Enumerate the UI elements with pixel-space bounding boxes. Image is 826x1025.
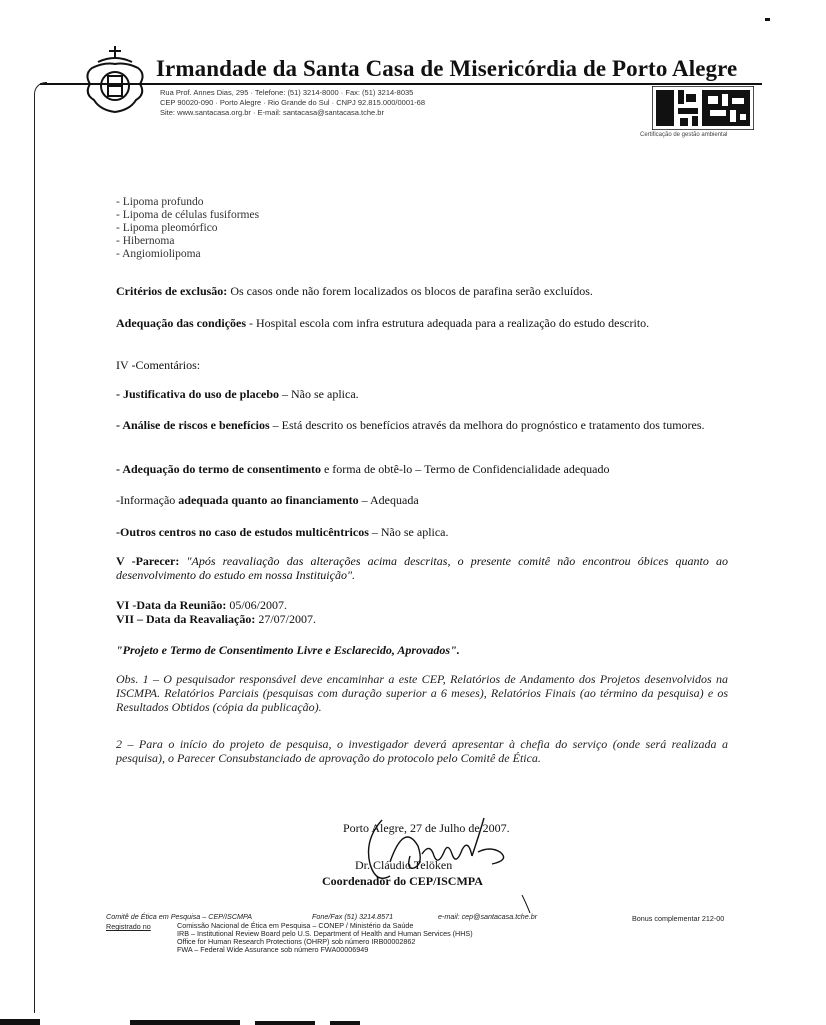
footer-registration: Registrado no [106,922,151,931]
exclusion-criteria [116,284,728,298]
footer-email: e-mail: cep@santacasa.tche.br [438,912,538,921]
consent-label: - Adequação do termo de consentimento [116,462,321,476]
parecer-label: V -Parecer: [116,554,180,568]
footer-irb: IRB – Institutional Review Board pelo U.S. Department of Health and Human Services (HHS) [177,929,473,938]
footer-committee: Comitê de Ética em Pesquisa – CEP/ISCMPA [106,912,253,921]
approval-statement: "Projeto e Termo de Consentimento Livre e Esclarecido, Aprovados". [116,643,460,657]
multicenter-item [116,525,728,539]
organization-title: Irmandade da Santa Casa de Misericórdia de Porto Alegre [156,56,738,81]
review-date: 27/07/2007. [255,612,316,626]
header-rule [40,83,762,85]
seal-caption: Certificação de gestão ambiental [640,132,728,138]
contact-line: Site: www.santacasa.org.br · E-mail: santacasa@santacasa.tche.br [160,108,384,117]
scan-edge-marks [0,1016,826,1025]
santa-casa-crest-logo [80,44,150,116]
meeting-date-line [116,598,728,612]
meeting-label: VI -Data da Reunião: [116,598,227,612]
adequacy-text: - Hospital escola com infra estrutura adequada para a realização do estudo descrito. [246,316,650,330]
scan-mark [765,18,770,21]
signer-role: Coordenador do CEP/ISCMPA [322,874,483,888]
list-item: - Lipoma pleomórfico [116,222,218,234]
multicenter-text: – Não se aplica. [368,525,449,539]
risks-label: - Análise de riscos e benefícios [116,418,270,432]
review-label: VII – Data da Reavaliação: [116,612,256,626]
place-and-date: Porto Alegre, 27 de Julho de 2007. [343,821,510,835]
parecer-paragraph [116,554,728,582]
footer-conep: Comissão Nacional de Ética em Pesquisa – CONEP / Ministério da Saúde [177,921,414,930]
funding-item [116,493,728,507]
adequacy-label: Adequação das condições [116,316,247,330]
parecer-text: "Após reavaliação das alterações acima descritas, o presente comitê não encontrou óbices quanto ao desenvolvimento do estudo em nossa Instituição". [116,554,729,582]
left-page-border [34,82,47,1013]
consent-text: e forma de obtê-lo – Termo de Confidencialidade adequado [320,462,610,476]
risks-item [116,418,728,432]
funding-label: adequada quanto ao financiamento [178,493,359,507]
footer-fwa: FWA – Federal Wide Assurance sob número FWA00006949 [177,945,369,954]
consent-item [116,462,728,476]
observation-2: 2 – Para o início do projeto de pesquisa, o investigador deverá apresentar à chefia do serviço (onde será realizada a pesquisa), o Parecer Consubstanciado de aprovação do protocolo pelo Comitê de Ética. [116,737,728,765]
address-line: CEP 90020-090 · Porto Alegre · Rio Grande do Sul · CNPJ 92.815.000/0001-68 [160,98,426,107]
multicenter-label: -Outros centros no caso de estudos multicêntricos [116,525,369,539]
placebo-text: – Não se aplica. [279,387,359,401]
exclusion-label: Critérios de exclusão: [116,284,228,298]
footer-bonus: Bonus complementar 212-00 [632,914,725,923]
certification-seal-icon [652,86,754,130]
footer-ohrp: Office for Human Research Protections (OHRP) sob número IRB00002862 [177,937,416,946]
observation-1: Obs. 1 – O pesquisador responsável deve encaminhar a este CEP, Relatórios de Andamento dos Projetos desenvolvidos na ISCMPA. Relatórios Parciais (pesquisas com duração superior a 6 meses), Relatórios Finais (ao término da pesquisa) e os Resultados Obtidos (cópia da publicação). [116,672,728,714]
placebo-item [116,387,728,401]
list-item: - Lipoma profundo [116,196,204,208]
funding-prefix: -Informação [116,493,179,507]
footer-phone: Fone/Fax (51) 3214.8571 [312,912,394,921]
funding-text: – Adequada [358,493,419,507]
risks-text: – Está descrito os benefícios através da melhora do prognóstico e tratamento dos tumores. [269,418,705,432]
comments-heading: IV -Comentários: [116,358,201,372]
meeting-date: 05/06/2007. [226,598,288,612]
stroke-mark [520,895,534,913]
exclusion-text: Os casos onde não forem localizados os blocos de parafina serão excluídos. [227,284,593,298]
list-item: - Angiomiolipoma [116,248,201,260]
signer-name: Dr. Cláudio Telöken [355,858,453,872]
list-item: - Hibernoma [116,235,175,247]
placebo-label: - Justificativa do uso de placebo [116,387,280,401]
list-item: - Lipoma de células fusiformes [116,209,260,221]
review-date-line [116,612,728,626]
address-line: Rua Prof. Annes Dias, 295 · Telefone: (51) 3214-8000 · Fax: (51) 3214-8035 [160,88,414,97]
adequacy-paragraph [116,316,728,330]
